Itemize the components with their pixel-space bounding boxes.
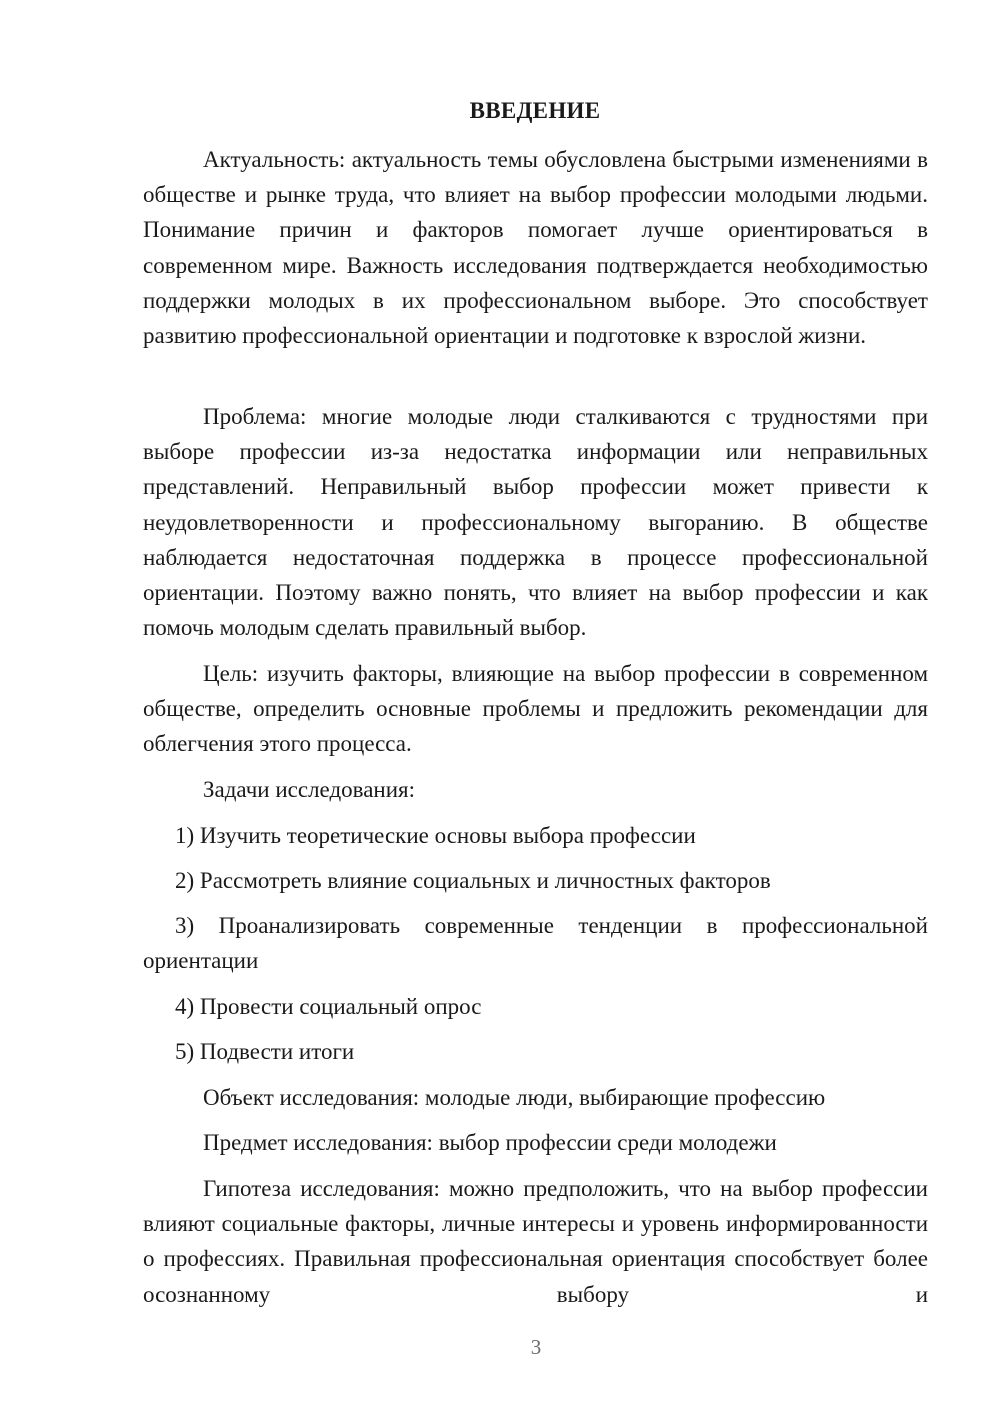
paragraph-goal: Цель: изучить факторы, влияющие на выбор профессии в современном обществе, определить основные проблемы и предложить рекомендации для облегчения этого процесса.: [143, 661, 928, 757]
task-item-1: 1) Изучить теоретические основы выбора профессии: [175, 823, 696, 848]
page-number: 3: [530, 1335, 542, 1359]
paragraph-hypothesis: Гипотеза исследования: можно предположить, что на выбор профессии влияют социальные факторы, личные интересы и уровень информированности о профессиях. Правильная профессиональная ориентация способствует более осознанному выбору и: [143, 1176, 928, 1307]
paragraph-tasks-heading: Задачи исследования:: [203, 777, 416, 802]
page-title: ВВЕДЕНИЕ: [469, 98, 601, 123]
task-item-4: 4) Провести социальный опрос: [175, 994, 482, 1019]
paragraph-object: Объект исследования: молодые люди, выбирающие профессию: [203, 1085, 826, 1110]
task-item-2: 2) Рассмотреть влияние социальных и личностных факторов: [175, 868, 771, 893]
paragraph-subject: Предмет исследования: выбор профессии среди молодежи: [203, 1130, 777, 1155]
paragraph-relevance: Актуальность: актуальность темы обусловлена быстрыми изменениями в обществе и рынке труда, что влияет на выбор профессии молодыми людьми. Понимание причин и факторов помогает лучше ориентироваться в современном мире. Важность исследования подтверждается необходимостью поддержки молодых в их профессиональном выборе. Это способствует развитию профессиональной ориентации и подготовке к взрослой жизни.: [143, 147, 928, 349]
task-item-5: 5) Подвести итоги: [175, 1039, 355, 1064]
task-item-3: 3) Проанализировать современные тенденции в профессиональной ориентации: [143, 913, 928, 974]
paragraph-problem: Проблема: многие молодые люди сталкиваются с трудностями при выборе профессии из-за недостатка информации или неправильных представлений. Неправильный выбор профессии может привести к неудовлетворенности и профессиональному выгоранию. В обществе наблюдается недостаточная поддержка в процессе профессиональной ориентации. Поэтому важно понять, что влияет на выбор профессии и как помочь молодым сделать правильный выбор.: [143, 404, 928, 641]
